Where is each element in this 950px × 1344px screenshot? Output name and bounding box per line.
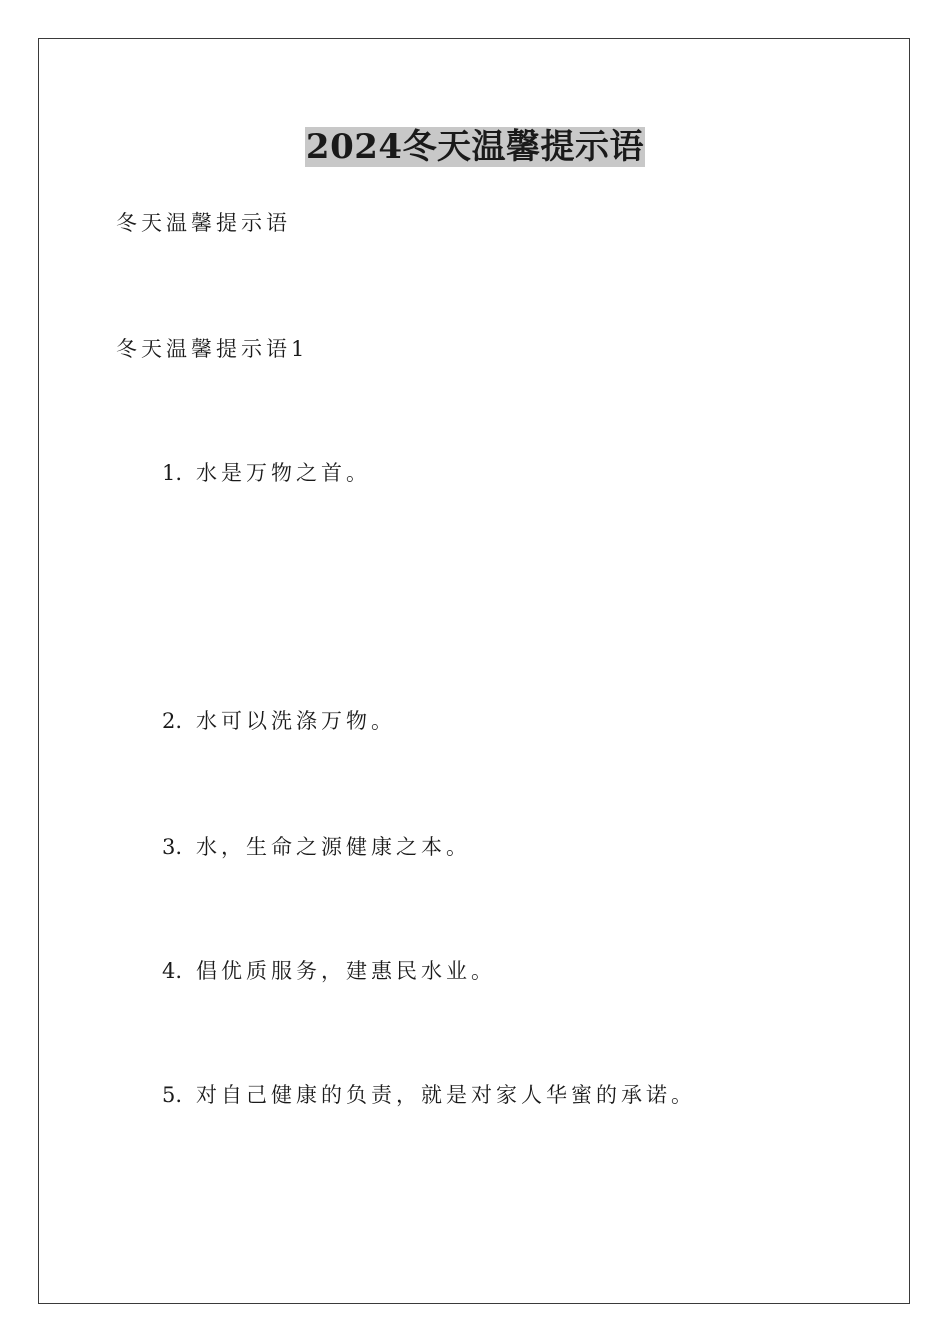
list-item-text: 水是万物之首。 (196, 461, 372, 485)
section-heading: 冬天温馨提示语1 (116, 337, 309, 361)
list-item (162, 460, 371, 486)
document-title (0, 127, 950, 167)
list-item-number: 1. (162, 461, 183, 485)
list-item-text: 对自己健康的负责，就是对家人华蜜的承诺。 (196, 1083, 697, 1107)
list-item-text: 倡优质服务，建惠民水业。 (196, 959, 497, 983)
list-item-number: 2. (162, 709, 183, 733)
list-item (162, 1082, 696, 1108)
list-item-text: 水可以洗涤万物。 (196, 709, 397, 733)
document-title-text: 2024冬天温馨提示语 (305, 127, 645, 167)
list-item-number: 4. (162, 959, 183, 983)
list-item (162, 834, 471, 860)
list-item-number: 5. (162, 1083, 183, 1107)
list-item (162, 958, 496, 984)
list-item (162, 708, 396, 734)
list-item-text: 水，生命之源健康之本。 (196, 835, 472, 859)
document-subtitle: 冬天温馨提示语 (116, 211, 291, 235)
list-item-number: 3. (162, 835, 183, 859)
